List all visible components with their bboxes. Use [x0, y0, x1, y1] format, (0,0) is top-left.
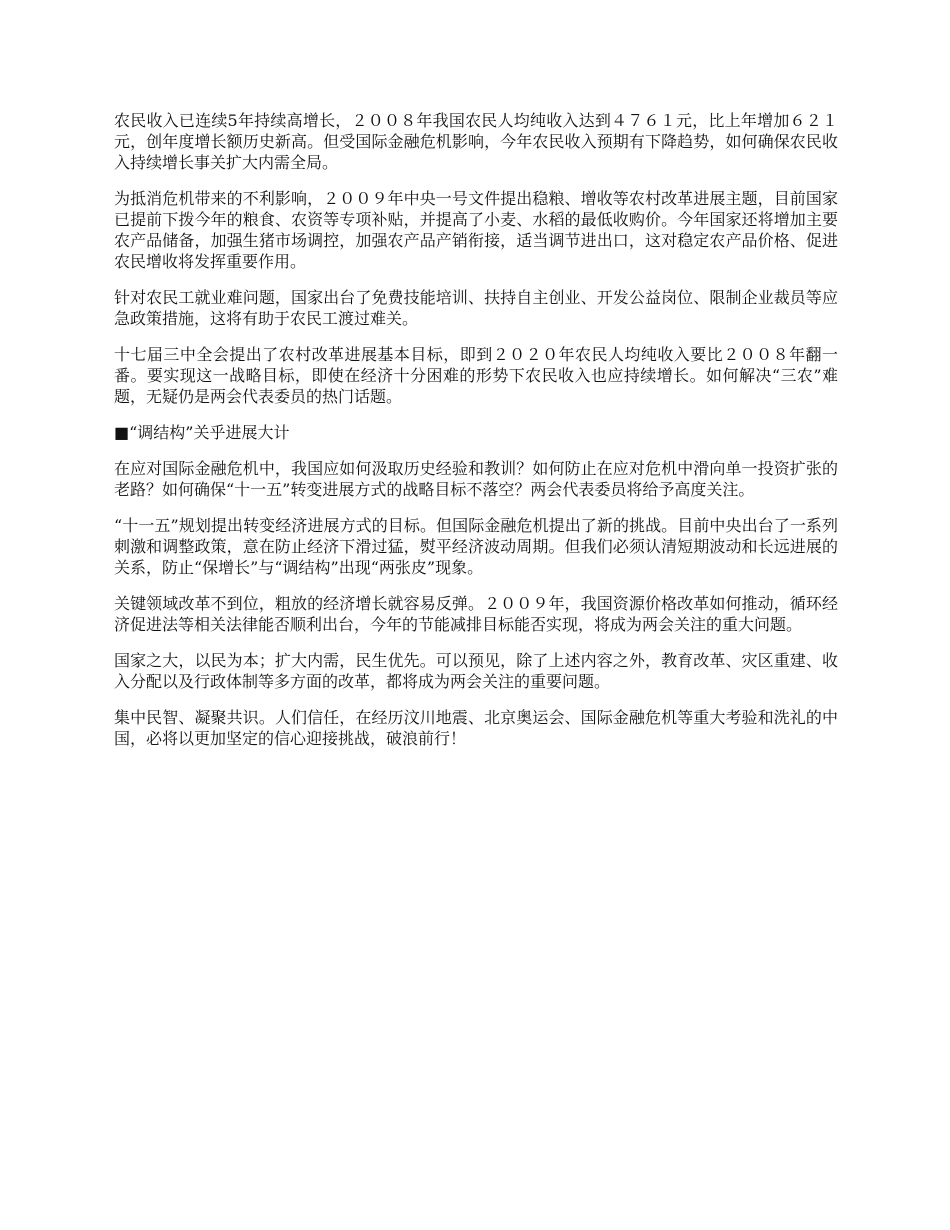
- paragraph-migrant-workers: 针对农民工就业难问题，国家出台了免费技能培训、扶持自主创业、开发公益岗位、限制企业裁员等应急政策措施，这将有助于农民工渡过难关。: [114, 288, 838, 328]
- paragraph-crisis-lessons: 在应对国际金融危机中，我国应如何汲取历史经验和教训？如何防止在应对危机中滑向单一投资扩张的老路？如何确保“十一五”转变进展方式的战略目标不落空？两会代表委员将给予高度关注。: [114, 459, 838, 499]
- paragraph-conclusion: 集中民智、凝聚共识。人们信任，在经历汶川地震、北京奥运会、国际金融危机等重大考验和洗礼的中国，必将以更加坚定的信心迎接挑战，破浪前行！: [114, 708, 838, 748]
- paragraph-livelihood: 国家之大，以民为本；扩大内需，民生优先。可以预见，除了上述内容之外，教育改革、灾区重建、收入分配以及行政体制等多方面的改革，都将成为两会关注的重要问题。: [114, 651, 838, 691]
- paragraph-farmer-income: 农民收入已连续5年持续高增长，２００８年我国农民人均纯收入达到４７６１元，比上年增加６２１元，创年度增长额历史新高。但受国际金融危机影响，今年农民收入预期有下降趋势，如何确保农民收入持续增长事关扩大内需全局。: [114, 111, 838, 172]
- document-body: [114, 110, 838, 764]
- section-heading: ■“调结构”关乎进展大计: [114, 423, 290, 442]
- paragraph-policy-response: 为抵消危机带来的不利影响，２００９年中央一号文件提出稳粮、增收等农村改革进展主题，目前国家已提前下拨今年的粮食、农资等专项补贴，并提高了小麦、水稻的最低收购价。今年国家还将增加主要农产品储备，加强生猪市场调控，加强农产品产销衔接，适当调节进出口，这对稳定农产品价格、促进农民增收将发挥重要作用。: [114, 189, 838, 271]
- paragraph-five-year-plan: “十一五”规划提出转变经济进展方式的目标。但国际金融危机提出了新的挑战。目前中央出台了一系列刺激和调整政策，意在防止经济下滑过猛，熨平经济波动周期。但我们必须认清短期波动和长远进展的关系，防止“保增长”与“调结构”出现“两张皮”现象。: [114, 516, 838, 577]
- paragraph-key-reforms: 关键领域改革不到位，粗放的经济增长就容易反弹。２００９年，我国资源价格改革如何推动，循环经济促进法等相关法律能否顺利出台，今年的节能减排目标能否实现，将成为两会关注的重大问题。: [114, 594, 838, 634]
- paragraph-reform-goal: 十七届三中全会提出了农村改革进展基本目标，即到２０２０年农民人均纯收入要比２００８年翻一番。要实现这一战略目标，即使在经济十分困难的形势下农民收入也应持续增长。如何解决“三农”难题，无疑仍是两会代表委员的热门话题。: [114, 345, 838, 406]
